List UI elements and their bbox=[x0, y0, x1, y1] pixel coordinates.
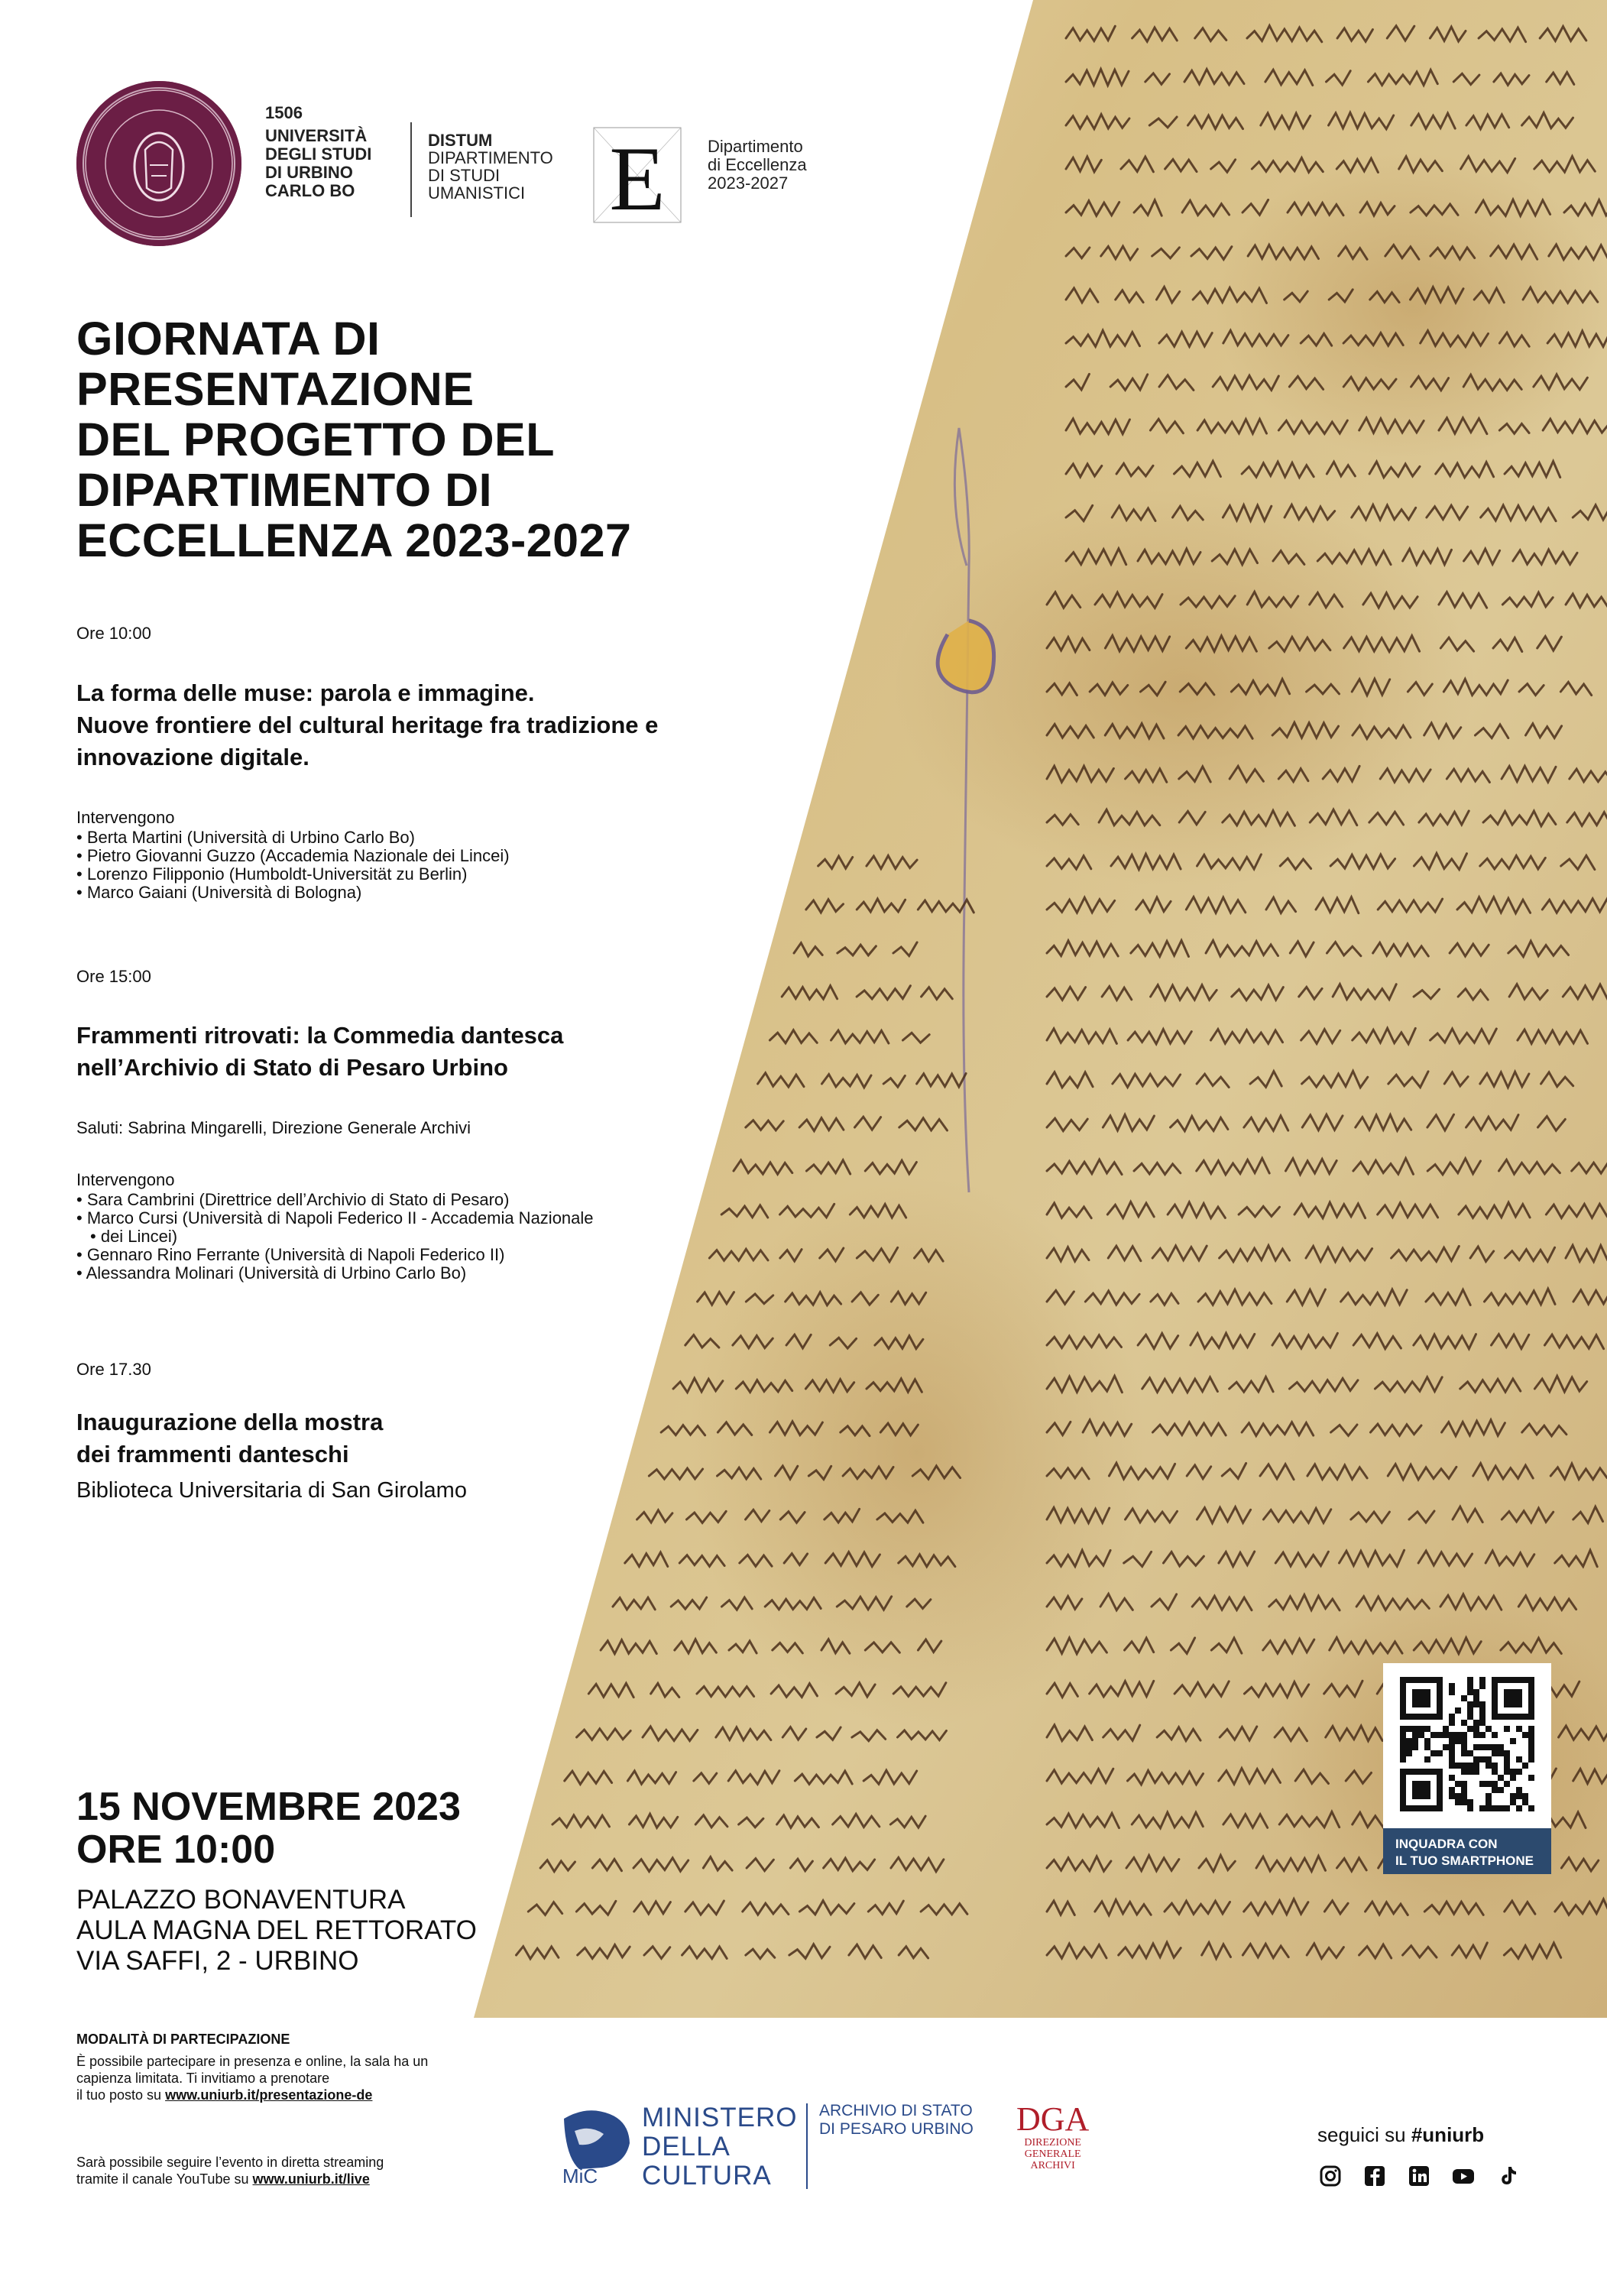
participation-line: È possibile partecipare in presenza e online, la sala ha un bbox=[76, 2054, 429, 2069]
speaker-item: • Alessandra Molinari (Università di Urbino Carlo Bo) bbox=[76, 1264, 764, 1283]
university-seal-logo bbox=[76, 81, 241, 246]
dept-ecc-line: 2023-2027 bbox=[708, 173, 789, 193]
event-venue bbox=[76, 1885, 477, 1977]
dept-ecc-line: di Eccellenza bbox=[708, 155, 807, 174]
booking-link[interactable]: www.uniurb.it/presentazione-de bbox=[165, 2087, 373, 2103]
university-name-line: CARLO BO bbox=[265, 181, 355, 200]
distum-line: DI STUDI bbox=[428, 166, 501, 185]
session3-time: Ore 17.30 bbox=[76, 1360, 151, 1379]
archive-line: ARCHIVIO DI STATO bbox=[819, 2102, 973, 2119]
session2-time: Ore 15:00 bbox=[76, 967, 151, 986]
session3-place: Biblioteca Universitaria di San Girolamo bbox=[76, 1478, 467, 1503]
dga-line: DIREZIONE bbox=[1024, 2137, 1081, 2148]
participation-text bbox=[76, 2053, 489, 2103]
university-name-line: DEGLI STUDI bbox=[265, 144, 372, 164]
title-line: DEL PROGETTO DEL bbox=[76, 413, 555, 465]
title-line: DIPARTIMENTO DI bbox=[76, 464, 493, 516]
department-excellence-label bbox=[708, 138, 807, 193]
ministry-name bbox=[642, 2103, 797, 2191]
dept-ecc-line: Dipartimento bbox=[708, 137, 803, 156]
participation-line: il tuo posto su bbox=[76, 2087, 166, 2103]
title-line: PRESENTAZIONE bbox=[76, 363, 475, 415]
tiktok-icon[interactable] bbox=[1496, 2165, 1519, 2187]
ministry-line: CULTURA bbox=[642, 2161, 772, 2191]
session2-talk-title bbox=[76, 1020, 764, 1084]
footer-divider bbox=[806, 2103, 808, 2189]
event-title bbox=[76, 313, 764, 566]
event-hour: ORE 10:00 bbox=[76, 1827, 276, 1872]
talk-line: La forma delle muse: parola e immagine. bbox=[76, 679, 535, 706]
event-date: 15 NOVEMBRE 2023 bbox=[76, 1785, 461, 1829]
mic-badge: MiC bbox=[562, 2165, 598, 2187]
social-icons bbox=[1319, 2165, 1519, 2187]
venue-line: PALAZZO BONAVENTURA bbox=[76, 1885, 406, 1915]
dga-line: ARCHIVI bbox=[1030, 2160, 1075, 2171]
follow-prefix: seguici su bbox=[1317, 2123, 1411, 2146]
speakers-intro: Intervengono bbox=[76, 808, 175, 827]
university-name-line: DI URBINO bbox=[265, 163, 353, 182]
talk-line: Frammenti ritrovati: la Commedia dantesca bbox=[76, 1022, 564, 1049]
participation-line-with-link bbox=[76, 2087, 489, 2103]
archive-line: DI PESARO URBINO bbox=[819, 2120, 974, 2138]
facebook-icon[interactable] bbox=[1363, 2165, 1386, 2187]
session1-time: Ore 10:00 bbox=[76, 624, 151, 643]
linkedin-icon[interactable] bbox=[1408, 2165, 1430, 2187]
event-date-time bbox=[76, 1785, 461, 1871]
dga-logo bbox=[1016, 2102, 1089, 2171]
ministry-line: DELLA bbox=[642, 2132, 731, 2161]
live-link[interactable]: www.uniurb.it/live bbox=[252, 2171, 370, 2187]
qr-code[interactable] bbox=[1383, 1663, 1551, 1828]
speaker-item: • Lorenzo Filipponio (Humboldt-Universität zu Berlin) bbox=[76, 865, 764, 884]
university-year: 1506 bbox=[265, 103, 303, 122]
participation-line: capienza limitata. Ti invitiamo a prenotare bbox=[76, 2071, 330, 2086]
talk-line: innovazione digitale. bbox=[76, 744, 309, 770]
speaker-item: • Marco Gaiani (Università di Bologna) bbox=[76, 884, 764, 902]
participation-title: MODALITÀ DI PARTECIPAZIONE bbox=[76, 2032, 290, 2047]
header-divider bbox=[410, 122, 412, 217]
youtube-icon[interactable] bbox=[1452, 2165, 1475, 2187]
speaker-item: • Berta Martini (Università di Urbino Carlo Bo) bbox=[76, 829, 764, 847]
instagram-icon[interactable] bbox=[1319, 2165, 1342, 2187]
speaker-item-continuation: • dei Lincei) bbox=[76, 1227, 764, 1246]
title-line: ECCELLENZA 2023-2027 bbox=[76, 514, 632, 566]
session2-speakers bbox=[76, 1169, 764, 1283]
session2-greetings: Saluti: Sabrina Mingarelli, Direzione Generale Archivi bbox=[76, 1118, 471, 1137]
speaker-item: • Gennaro Rino Ferrante (Università di Napoli Federico II) bbox=[76, 1246, 764, 1264]
stream-line-with-link bbox=[76, 2171, 489, 2187]
title-line: GIORNATA DI bbox=[76, 313, 381, 365]
ministry-logo-icon bbox=[556, 2103, 637, 2187]
qr-label bbox=[1383, 1828, 1551, 1874]
streaming-text bbox=[76, 2154, 489, 2187]
talk-line: dei frammenti danteschi bbox=[76, 1441, 349, 1467]
venue-line: AULA MAGNA DEL RETTORATO bbox=[76, 1915, 477, 1945]
dga-letters: DGA bbox=[1016, 2100, 1090, 2138]
venue-line: VIA SAFFI, 2 - URBINO bbox=[76, 1946, 359, 1976]
speaker-item: • Marco Cursi (Università di Napoli Federico II - Accademia Nazionale bbox=[76, 1209, 764, 1227]
excellence-e-logo bbox=[593, 127, 682, 223]
university-name bbox=[265, 104, 371, 200]
talk-line: Inaugurazione della mostra bbox=[76, 1409, 384, 1435]
qr-label-line: IL TUO SMARTPHONE bbox=[1395, 1853, 1534, 1868]
university-name-line: UNIVERSITÀ bbox=[265, 126, 368, 145]
ministry-line: MINISTERO bbox=[642, 2103, 798, 2132]
archive-name bbox=[819, 2102, 974, 2139]
distum-short: DISTUM bbox=[428, 131, 493, 150]
svg-text:E: E bbox=[609, 128, 666, 223]
qr-code-pattern bbox=[1383, 1663, 1551, 1828]
qr-label-line: INQUADRA CON bbox=[1395, 1837, 1498, 1851]
speaker-item: • Pietro Giovanni Guzzo (Accademia Nazionale dei Lincei) bbox=[76, 847, 764, 865]
dga-line: GENERALE bbox=[1024, 2148, 1081, 2160]
speaker-item: • Sara Cambrini (Direttrice dell’Archivio di Stato di Pesaro) bbox=[76, 1191, 764, 1209]
session1-talk-title bbox=[76, 677, 779, 773]
distum-department bbox=[428, 131, 553, 202]
session1-speakers bbox=[76, 807, 764, 902]
follow-hashtag: #uniurb bbox=[1411, 2123, 1485, 2146]
session3-talk-title bbox=[76, 1406, 764, 1471]
follow-us bbox=[1317, 2123, 1484, 2147]
speakers-intro: Intervengono bbox=[76, 1170, 175, 1189]
talk-line: nell’Archivio di Stato di Pesaro Urbino bbox=[76, 1054, 508, 1081]
talk-line: Nuove frontiere del cultural heritage fra tradizione e bbox=[76, 712, 659, 738]
stream-line: tramite il canale YouTube su bbox=[76, 2171, 253, 2187]
distum-line: UMANISTICI bbox=[428, 183, 526, 203]
distum-line: DIPARTIMENTO bbox=[428, 148, 553, 167]
stream-line: Sarà possibile seguire l’evento in diretta streaming bbox=[76, 2155, 384, 2170]
